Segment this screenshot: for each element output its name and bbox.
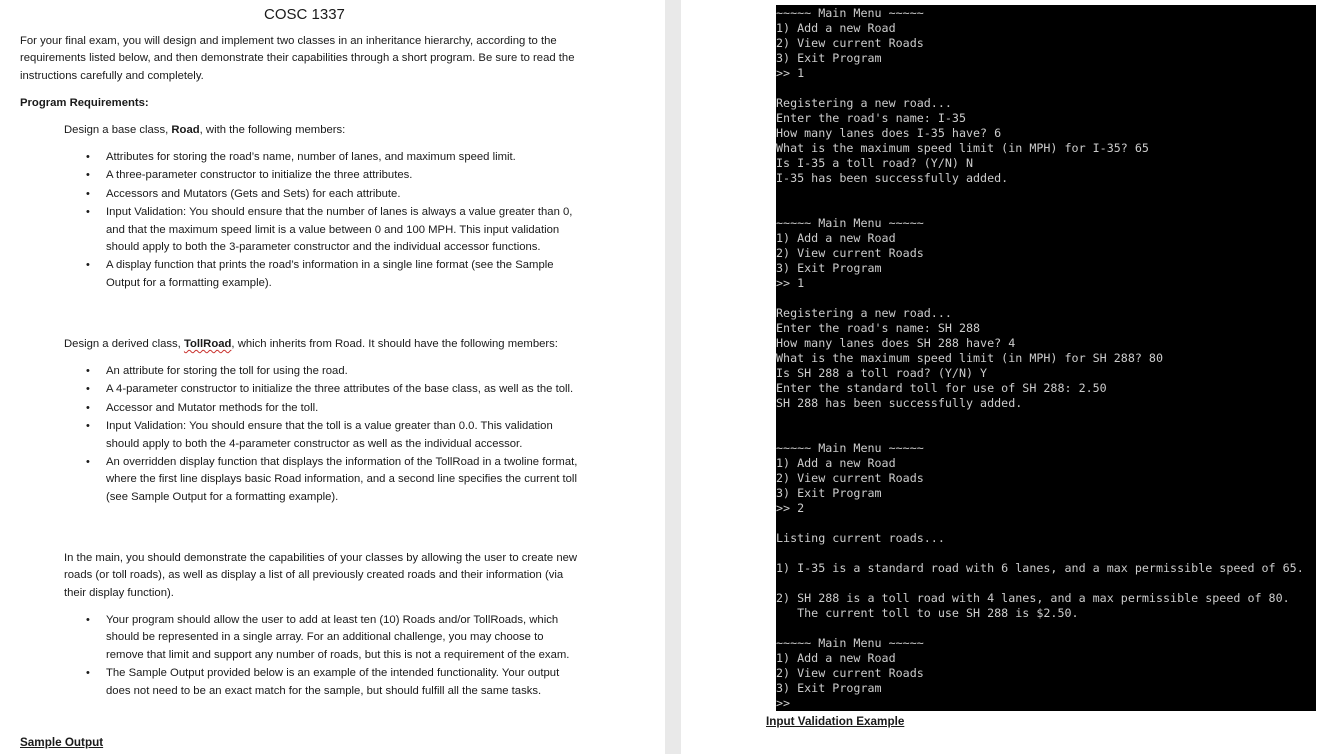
base-class-intro-pre: Design a base class,: [64, 124, 172, 136]
bullet-icon: •: [86, 667, 90, 680]
bullet-icon: •: [86, 151, 90, 163]
bullet-icon: •: [86, 187, 90, 200]
console-line: [776, 621, 1316, 636]
base-class-intro: [64, 122, 584, 139]
bullet-icon: •: [86, 206, 90, 219]
sample-output-heading: Sample Output: [20, 736, 104, 749]
bullet-text: Accessor and Mutator methods for the toll.: [106, 401, 319, 414]
console-line: Registering a new road...: [776, 306, 952, 320]
console-line: ~~~~~ Main Menu ~~~~~: [776, 441, 924, 455]
bullet-text: A 4-parameter constructor to initialize the three attributes of the base class, as well as the toll.: [106, 383, 574, 396]
list-item: [64, 400, 580, 417]
console-line: >>: [776, 696, 791, 710]
list-item: [64, 363, 580, 380]
console-line: Enter the road's name: I-35: [776, 111, 966, 125]
console-line: 3) Exit Program: [776, 681, 882, 695]
console-line: [776, 201, 1316, 216]
bullet-text: Input Validation: You should ensure that the number of lanes is always a value greater than 0, and that the maximum speed limit is a value between 0 and 100 MPH. This input validation should apply to both the 3-parameter constructor and the individual accessor functions.: [106, 206, 573, 254]
list-item: [64, 149, 580, 166]
document-title: COSC 1337: [264, 6, 345, 23]
console-line: The current toll to use SH 288 is $2.50.: [776, 606, 1079, 620]
console-line: 2) View current Roads: [776, 246, 924, 260]
derived-class-intro-pre: Design a derived class,: [64, 338, 184, 350]
derived-class-intro: [64, 336, 584, 353]
console-line: Enter the road's name: SH 288: [776, 321, 981, 335]
bullet-icon: •: [86, 456, 90, 469]
console-line: 1) Add a new Road: [776, 651, 896, 665]
list-item: [64, 454, 580, 506]
bullet-icon: •: [86, 383, 90, 396]
console-line: ~~~~~ Main Menu ~~~~~: [776, 216, 924, 230]
console-line: What is the maximum speed limit (in MPH) for SH 288? 80: [776, 351, 1164, 365]
console-line: ~~~~~ Main Menu ~~~~~: [776, 6, 924, 20]
list-item: [64, 257, 580, 292]
bullet-text: Attributes for storing the road’s name, number of lanes, and maximum speed limit.: [106, 151, 516, 163]
console-line: 3) Exit Program: [776, 51, 882, 65]
console-line: 2) View current Roads: [776, 36, 924, 50]
list-item: [64, 612, 580, 664]
derived-class-name: TollRoad: [183, 338, 232, 350]
list-item: [64, 665, 580, 700]
input-validation-caption: Input Validation Example: [766, 715, 905, 728]
list-item: [64, 418, 580, 453]
derived-class-intro-post: , which inherits from Road. It should have the following members:: [231, 338, 558, 350]
bullet-icon: •: [86, 259, 90, 272]
console-line: [776, 426, 1316, 441]
list-item: [64, 186, 580, 203]
console-output-screenshot: [776, 5, 1316, 711]
console-line: 1) I-35 is a standard road with 6 lanes, and a max permissible speed of 65.: [776, 561, 1304, 575]
base-class-name: Road: [171, 124, 200, 136]
console-line: [776, 81, 1316, 96]
console-line: 2) View current Roads: [776, 471, 924, 485]
bullet-text: The Sample Output provided below is an example of the intended functionality. Your output does not need to be an exact match for the sample, but should fulfill all the same tasks.: [106, 667, 560, 697]
console-line: 1) Add a new Road: [776, 231, 896, 245]
bullet-icon: •: [86, 169, 90, 182]
bullet-text: An overridden display function that displays the information of the TollRoad in a twoline format, where the first line displays basic Road information, and a second line specifies the current toll (see Sample Output for a formatting example).: [106, 456, 578, 503]
bullet-text: An attribute for storing the toll for using the road.: [106, 365, 348, 377]
console-line: [776, 411, 1316, 426]
bullet-text: A three-parameter constructor to initialize the three attributes.: [106, 169, 413, 182]
main-section-bullets: [64, 612, 580, 701]
console-line: 1) Add a new Road: [776, 456, 896, 470]
main-section-intro: In the main, you should demonstrate the capabilities of your classes by allowing the user to create new roads (or toll roads), as well as display a list of all previously created roads and their information (via their display function).: [64, 552, 578, 599]
console-line: SH 288 has been successfully added.: [776, 396, 1023, 410]
bullet-icon: •: [86, 614, 90, 626]
console-line: ~~~~~ Main Menu ~~~~~: [776, 636, 924, 650]
console-line: Listing current roads...: [776, 531, 945, 545]
console-line: Enter the standard toll for use of SH 288: 2.50: [776, 381, 1107, 395]
console-line: [776, 186, 1316, 201]
console-line: What is the maximum speed limit (in MPH) for I-35? 65: [776, 141, 1149, 155]
console-line: >> 1: [776, 66, 805, 80]
base-class-intro-post: , with the following members:: [199, 124, 346, 136]
console-line: Registering a new road...: [776, 96, 952, 110]
console-line: How many lanes does SH 288 have? 4: [776, 336, 1016, 350]
console-line: How many lanes does I-35 have? 6: [776, 126, 1002, 140]
list-item: [64, 167, 580, 184]
derived-class-bullets: [64, 363, 580, 507]
console-line: 1) Add a new Road: [776, 21, 896, 35]
list-item: [64, 381, 580, 398]
console-line: [776, 546, 1316, 561]
console-line: 3) Exit Program: [776, 486, 882, 500]
bullet-icon: •: [86, 365, 90, 377]
bullet-icon: •: [86, 420, 90, 433]
console-line: >> 1: [776, 276, 805, 290]
console-line: 2) SH 288 is a toll road with 4 lanes, and a max permissible speed of 80.: [776, 591, 1290, 605]
console-line: I-35 has been successfully added.: [776, 171, 1009, 185]
intro-paragraph: For your final exam, you will design and implement two classes in an inheritance hierarchy, according to the requirements listed below, and then demonstrate their capabilities through a short program. Be sure to read the instructions carefully and completely.: [20, 35, 575, 82]
program-requirements-heading: Program Requirements:: [20, 97, 149, 109]
bullet-icon: •: [86, 401, 90, 414]
console-line: >> 2: [776, 501, 805, 515]
console-line: Is I-35 a toll road? (Y/N) N: [776, 156, 974, 170]
bullet-text: Input Validation: You should ensure that the toll is a value greater than 0.0. This validation should apply to both the 4-parameter constructor as well as the individual accessor.: [106, 420, 553, 450]
bullet-text: A display function that prints the road’s information in a single line format (see the Sample Output for a formatting example).: [106, 259, 554, 289]
console-line: [776, 516, 1316, 531]
console-line: 3) Exit Program: [776, 261, 882, 275]
console-line: [776, 291, 1316, 306]
bullet-text: Accessors and Mutators (Gets and Sets) for each attribute.: [106, 187, 401, 200]
list-item: [64, 204, 580, 256]
console-line: 2) View current Roads: [776, 666, 924, 680]
console-line: Is SH 288 a toll road? (Y/N) Y: [776, 366, 988, 380]
base-class-bullets: [64, 149, 580, 293]
console-line: [776, 576, 1316, 591]
bullet-text: Your program should allow the user to add at least ten (10) Roads and/or TollRoads, which should be represented in a single array. For an additional challenge, you may choose to remove that limit and support any number of roads, but this is not a requirement of the exam.: [106, 614, 570, 661]
